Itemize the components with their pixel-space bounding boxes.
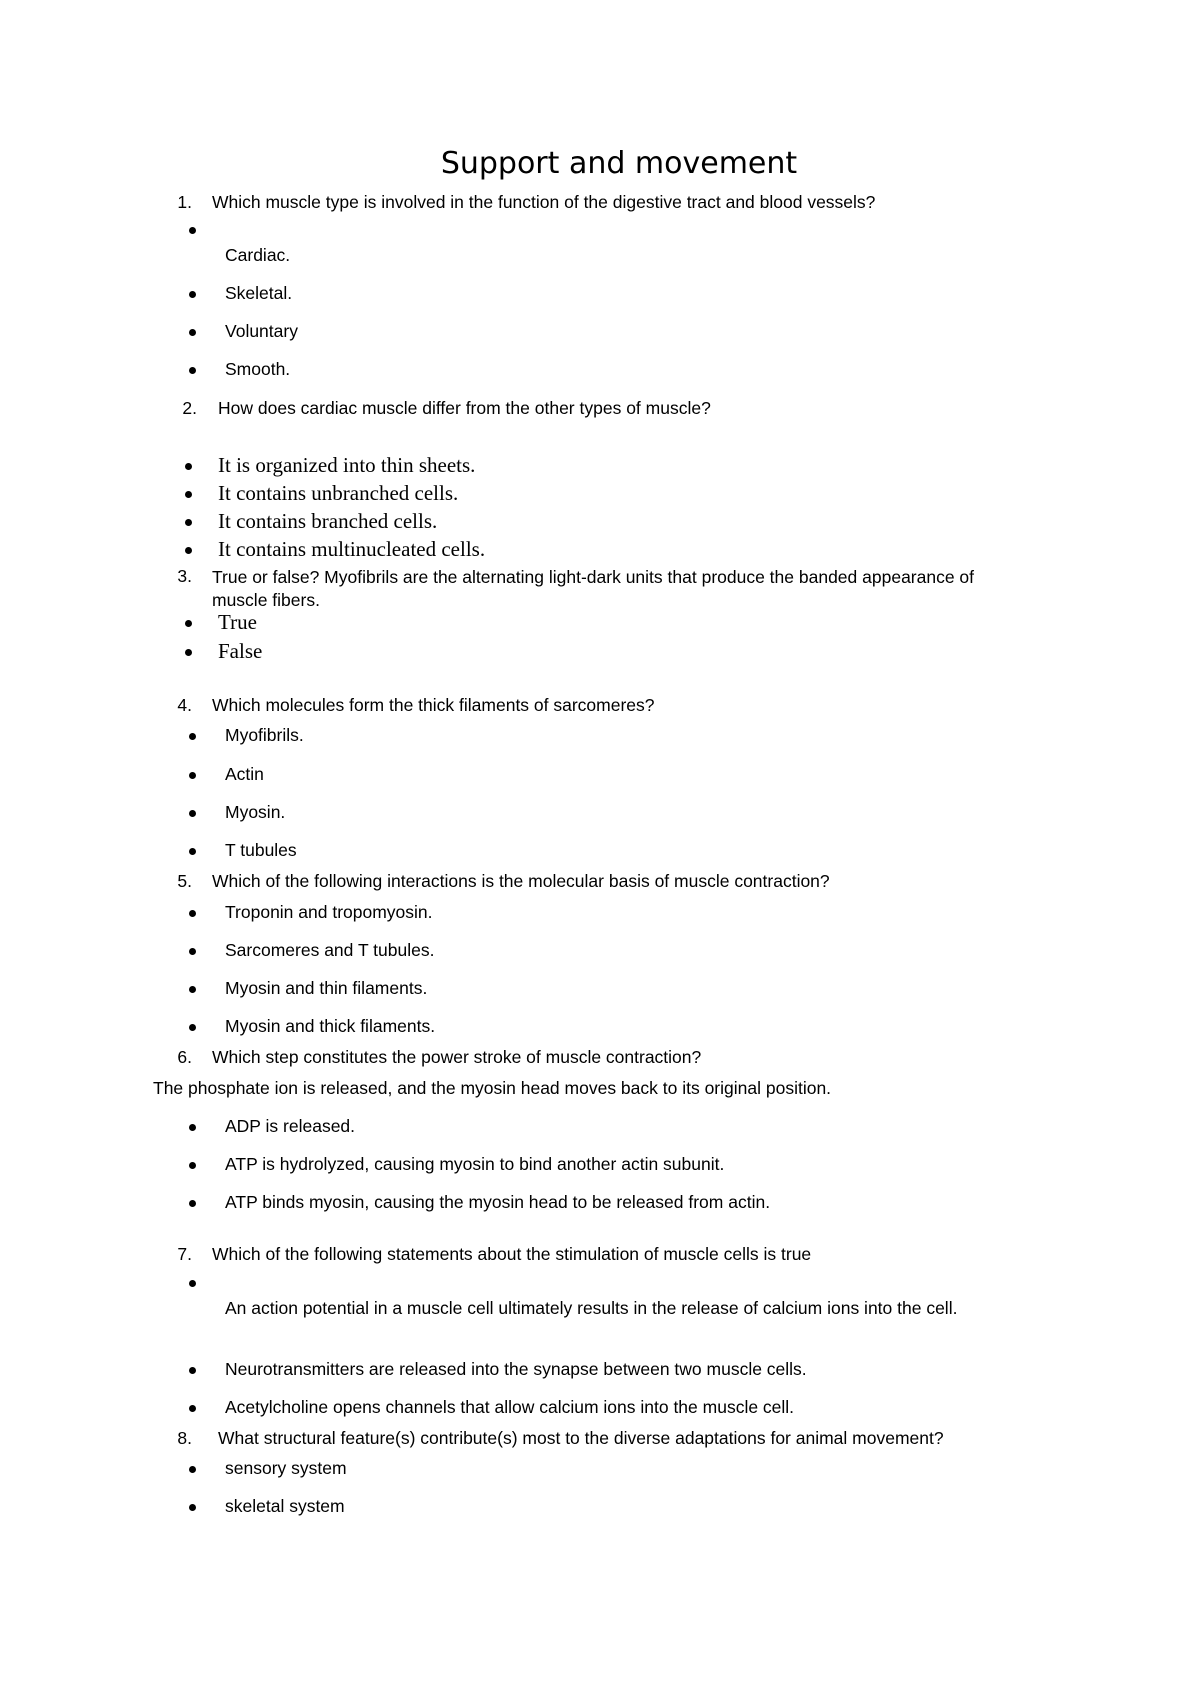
option-text: Sarcomeres and T tubules. — [225, 940, 435, 960]
question-number: 7. — [177, 1244, 192, 1264]
bullet-icon — [189, 1405, 196, 1412]
option-text: It is organized into thin sheets. — [218, 453, 476, 477]
question-text: True or false? Myofibrils are the alternating light-dark units that produce the banded appearance of muscle fibers. — [212, 567, 975, 610]
question-text: Which muscle type is involved in the function of the digestive tract and blood vessels? — [212, 192, 876, 212]
bullet-icon — [189, 772, 196, 779]
bullet-icon — [189, 367, 196, 374]
option-text: Acetylcholine opens channels that allow calcium ions into the muscle cell. — [225, 1397, 795, 1417]
option-text: True — [218, 610, 257, 634]
option-text: Myosin. — [225, 802, 286, 822]
bullet-icon — [189, 1504, 196, 1511]
option-text: ADP is released. — [225, 1116, 356, 1136]
question-text: How does cardiac muscle differ from the other types of muscle? — [218, 398, 711, 418]
question-text: What structural feature(s) contribute(s) most to the diverse adaptations for animal movement? — [218, 1428, 944, 1448]
bullet-icon — [185, 620, 192, 627]
question-number: 6. — [177, 1047, 192, 1067]
option-text: Actin — [225, 764, 264, 784]
bullet-icon — [189, 1280, 196, 1287]
bullet-icon — [185, 547, 192, 554]
option-text: Neurotransmitters are released into the synapse between two muscle cells. — [225, 1359, 807, 1379]
question-text: Which step constitutes the power stroke of muscle contraction? — [212, 1047, 702, 1067]
bullet-icon — [185, 649, 192, 656]
question-number: 5. — [177, 871, 192, 891]
answer-line: The phosphate ion is released, and the myosin head moves back to its original position. — [153, 1078, 832, 1098]
bullet-icon — [185, 491, 192, 498]
option-text: Cardiac. — [225, 245, 291, 265]
option-text: False — [218, 639, 263, 663]
bullet-icon — [189, 810, 196, 817]
bullet-icon — [189, 1162, 196, 1169]
option-text: Myosin and thin filaments. — [225, 978, 428, 998]
question-number: 2. — [182, 398, 197, 418]
bullet-icon — [189, 1200, 196, 1207]
option-text: Myofibrils. — [225, 725, 304, 745]
option-text: Myosin and thick filaments. — [225, 1016, 436, 1036]
bullet-icon — [189, 227, 196, 234]
question-text: Which molecules form the thick filaments of sarcomeres? — [212, 695, 655, 715]
option-text: Skeletal. — [225, 283, 293, 303]
option-text: An action potential in a muscle cell ultimately results in the release of calcium ions into the cell. — [225, 1298, 958, 1318]
bullet-icon — [185, 463, 192, 470]
bullet-icon — [189, 948, 196, 955]
option-text: ATP is hydrolyzed, causing myosin to bind another actin subunit. — [225, 1154, 725, 1174]
question-text: Which of the following statements about the stimulation of muscle cells is true — [212, 1244, 812, 1264]
option-text: It contains multinucleated cells. — [218, 537, 486, 561]
bullet-icon — [189, 291, 196, 298]
question-number: 1. — [177, 192, 192, 212]
bullet-icon — [185, 519, 192, 526]
question-number: 3. — [177, 566, 192, 586]
bullet-icon — [189, 1024, 196, 1031]
option-text: It contains unbranched cells. — [218, 481, 459, 505]
option-text: Voluntary — [225, 321, 298, 341]
option-text: skeletal system — [225, 1496, 345, 1516]
bullet-icon — [189, 986, 196, 993]
option-text: sensory system — [225, 1458, 347, 1478]
option-text: It contains branched cells. — [218, 509, 438, 533]
document-title: Support and movement — [440, 146, 798, 181]
question-text: Which of the following interactions is the molecular basis of muscle contraction? — [212, 871, 830, 891]
bullet-icon — [189, 848, 196, 855]
bullet-icon — [189, 1367, 196, 1374]
bullet-icon — [189, 1124, 196, 1131]
option-text: Smooth. — [225, 359, 291, 379]
question-number: 4. — [177, 695, 192, 715]
bullet-icon — [189, 1466, 196, 1473]
option-text: ATP binds myosin, causing the myosin head to be released from actin. — [225, 1192, 771, 1212]
bullet-icon — [189, 329, 196, 336]
question-number: 8. — [177, 1428, 192, 1448]
option-text: T tubules — [225, 840, 297, 860]
option-text: Troponin and tropomyosin. — [225, 902, 433, 922]
bullet-icon — [189, 733, 196, 740]
bullet-icon — [189, 910, 196, 917]
